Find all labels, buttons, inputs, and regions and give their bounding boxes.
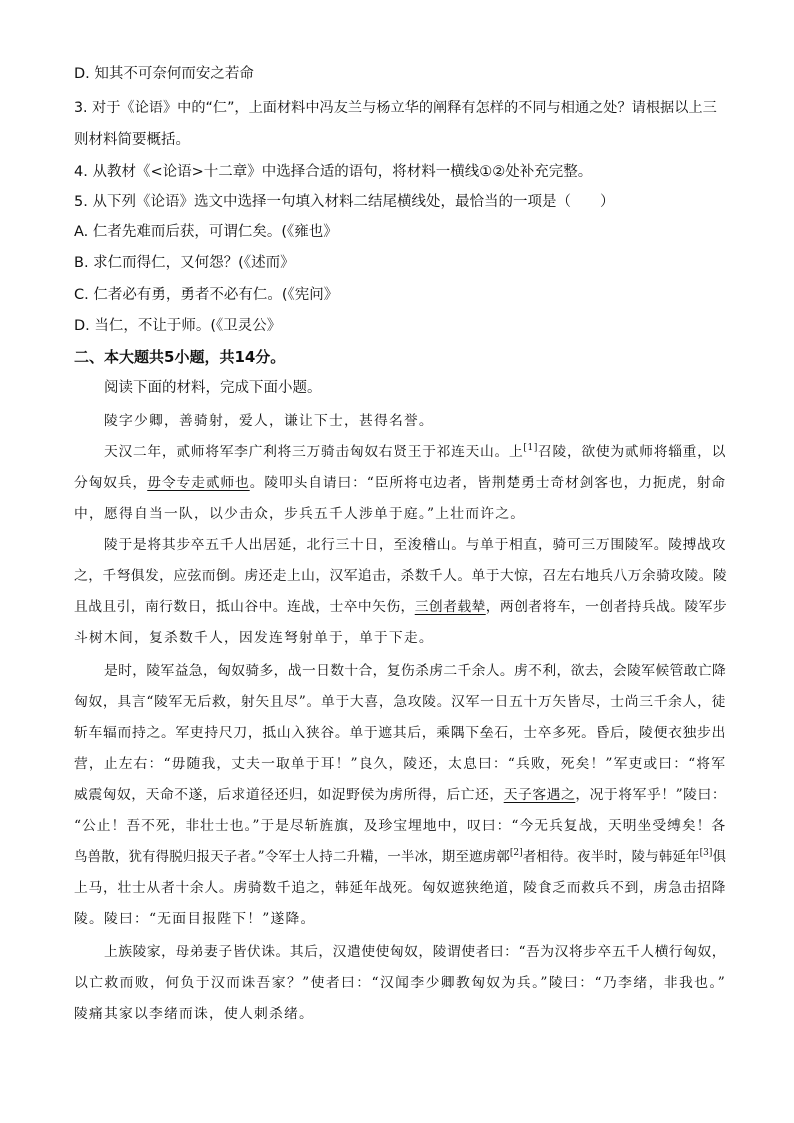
passage-p4-line-3: 斩车辐而持之。军吏持尺刀，抵山入狭谷。单于遮其后，乘隅下垒石，士卒多死。昏后，陵便衣独步出 <box>74 725 726 741</box>
passage-p2-line-2: 分匈奴兵，毋令专走贰师也。陵叩头自请曰：“臣所将屯边者，皆荆楚勇士奇材剑客也，力扼虎，射命 <box>74 475 727 491</box>
passage-p5-line-1: 上族陵家，母弟妻子皆伏诛。其后，汉遣使使匈奴，陵谓使者曰：“吾为汉将步卒五千人横行匈奴， <box>104 944 726 960</box>
section-2-heading: 二、本大题共5小题，共14分。 <box>74 348 286 366</box>
underlined-phrase-1: 毋令专走贰师也 <box>147 475 250 491</box>
passage-p4-line-6: “公止！吾不死，非壮士也。”于是尽斩旌旗，及珍宝埋地中，叹曰：“今无兵复战，天明坐受缚矣！各 <box>74 818 726 834</box>
passage-p4-line-8: 上马，壮士从者十余人。虏骑数千追之，韩延年战死。匈奴遮狭绝道，陵食乏而救兵不到，虏急击招降 <box>74 880 726 896</box>
passage-p4-line-7: 鸟兽散，犹有得脱归报天子者。”令军士人持二升糒，一半冰，期至遮虏鄣[2]者相待。夜半时，陵与韩延年[3]俱 <box>74 848 727 865</box>
question-3-line-2: 则材料简要概括。 <box>74 132 190 148</box>
passage-p4-line-4: 营，止左右：“毋随我，丈夫一取单于耳！”良久，陵还，太息曰：“兵败，死矣！”军吏或曰：“将军 <box>74 756 726 772</box>
footnote-marker-3: [3] <box>699 848 713 858</box>
passage-p5-line-2: 以亡救而败，何负于汉而诛吾家？”使者曰：“汉闻李少卿教匈奴为兵。”陵曰：“乃李绪，非我也。” <box>74 975 726 991</box>
passage-p4-line-1: 是时，陵军益急，匈奴骑多，战一日数十合，复伤杀虏二千余人。虏不利，欲去，会陵军候管敢亡降 <box>104 663 726 679</box>
passage-p4-line-2: 匈奴，具言“陵军无后救，射矢且尽”。单于大喜，急攻陵。汉军一日五十万矢皆尽，士尚三千余人，徒 <box>74 694 726 710</box>
footnote-marker-2: [2] <box>509 848 523 858</box>
footnote-marker-1: [1] <box>523 443 538 453</box>
question-5-stem: 5. 从下列《论语》选文中选择一句填入材料二结尾横线处，最恰当的一项是（ ） <box>74 194 615 210</box>
underlined-phrase-2: 三创者载辇 <box>414 599 486 615</box>
passage-p3-line-3: 且战且引，南行数日，抵山谷中。连战，士卒中矢伤，三创者载辇，两创者将车，一创者持兵战。陵军步 <box>74 599 728 615</box>
passage-p3-line-2: 之，千弩俱发，应弦而倒。虏还走上山，汉军追击，杀数千人。单于大惊，召左右地兵八万余骑攻陵。陵 <box>74 568 728 584</box>
question-5-option-a: A. 仁者先难而后获，可谓仁矣。(《雍也》 <box>74 224 338 240</box>
question-5-option-b: B. 求仁而得仁，又何怨？(《述而》 <box>74 255 295 271</box>
passage-p4-line-5: 威震匈奴，天命不遂，后求道径还归，如浞野侯为虏所得，后亡还，天子客遇之，况于将军乎！”陵曰： <box>74 787 727 803</box>
underlined-phrase-3: 天子客遇之 <box>503 787 576 803</box>
question-2-option-d: D. 知其不可奈何而安之若命 <box>74 66 254 82</box>
passage-p5-line-3: 陵痛其家以李绪而诛，使人刺杀绪。 <box>74 1006 314 1022</box>
passage-p3-line-1: 陵于是将其步卒五千人出居延，北行三十日，至浚稽山。与单于相直，骑可三万围陵军。陵搏战攻 <box>104 537 726 553</box>
question-4: 4. 从教材《<论语>十二章》中选择合适的语句，将材料一横线①②处补充完整。 <box>74 164 593 180</box>
question-5-option-d: D. 当仁，不让于师。(《卫灵公》 <box>74 318 282 334</box>
question-5-option-c: C. 仁者必有勇，勇者不必有仁。(《宪问》 <box>74 287 339 303</box>
question-3-line-1: 3. 对于《论语》中的“仁”，上面材料中冯友兰与杨立华的阐释有怎样的不同与相通之处？请根据以上三 <box>74 100 717 116</box>
passage-p3-line-4: 斗树木间，复杀数千人，因发连弩射单于，单于下走。 <box>74 630 434 646</box>
passage-p2-line-1: 天汉二年，贰师将军李广利将三万骑击匈奴右贤王于祁连天山。上[1]召陵，欲使为贰师将辎重，以 <box>104 443 726 460</box>
section-2-instruction: 阅读下面的材料，完成下面小题。 <box>104 380 322 396</box>
passage-p2-line-3: 中，愿得自当一队，以少击众，步兵五千人涉单于庭。”上壮而许之。 <box>74 506 526 522</box>
passage-paragraph-1: 陵字少卿，善骑射，爱人，谦让下士，甚得名誉。 <box>104 413 434 429</box>
passage-p4-line-9: 陵。陵曰：“无面目报陛下！”遂降。 <box>74 911 316 927</box>
